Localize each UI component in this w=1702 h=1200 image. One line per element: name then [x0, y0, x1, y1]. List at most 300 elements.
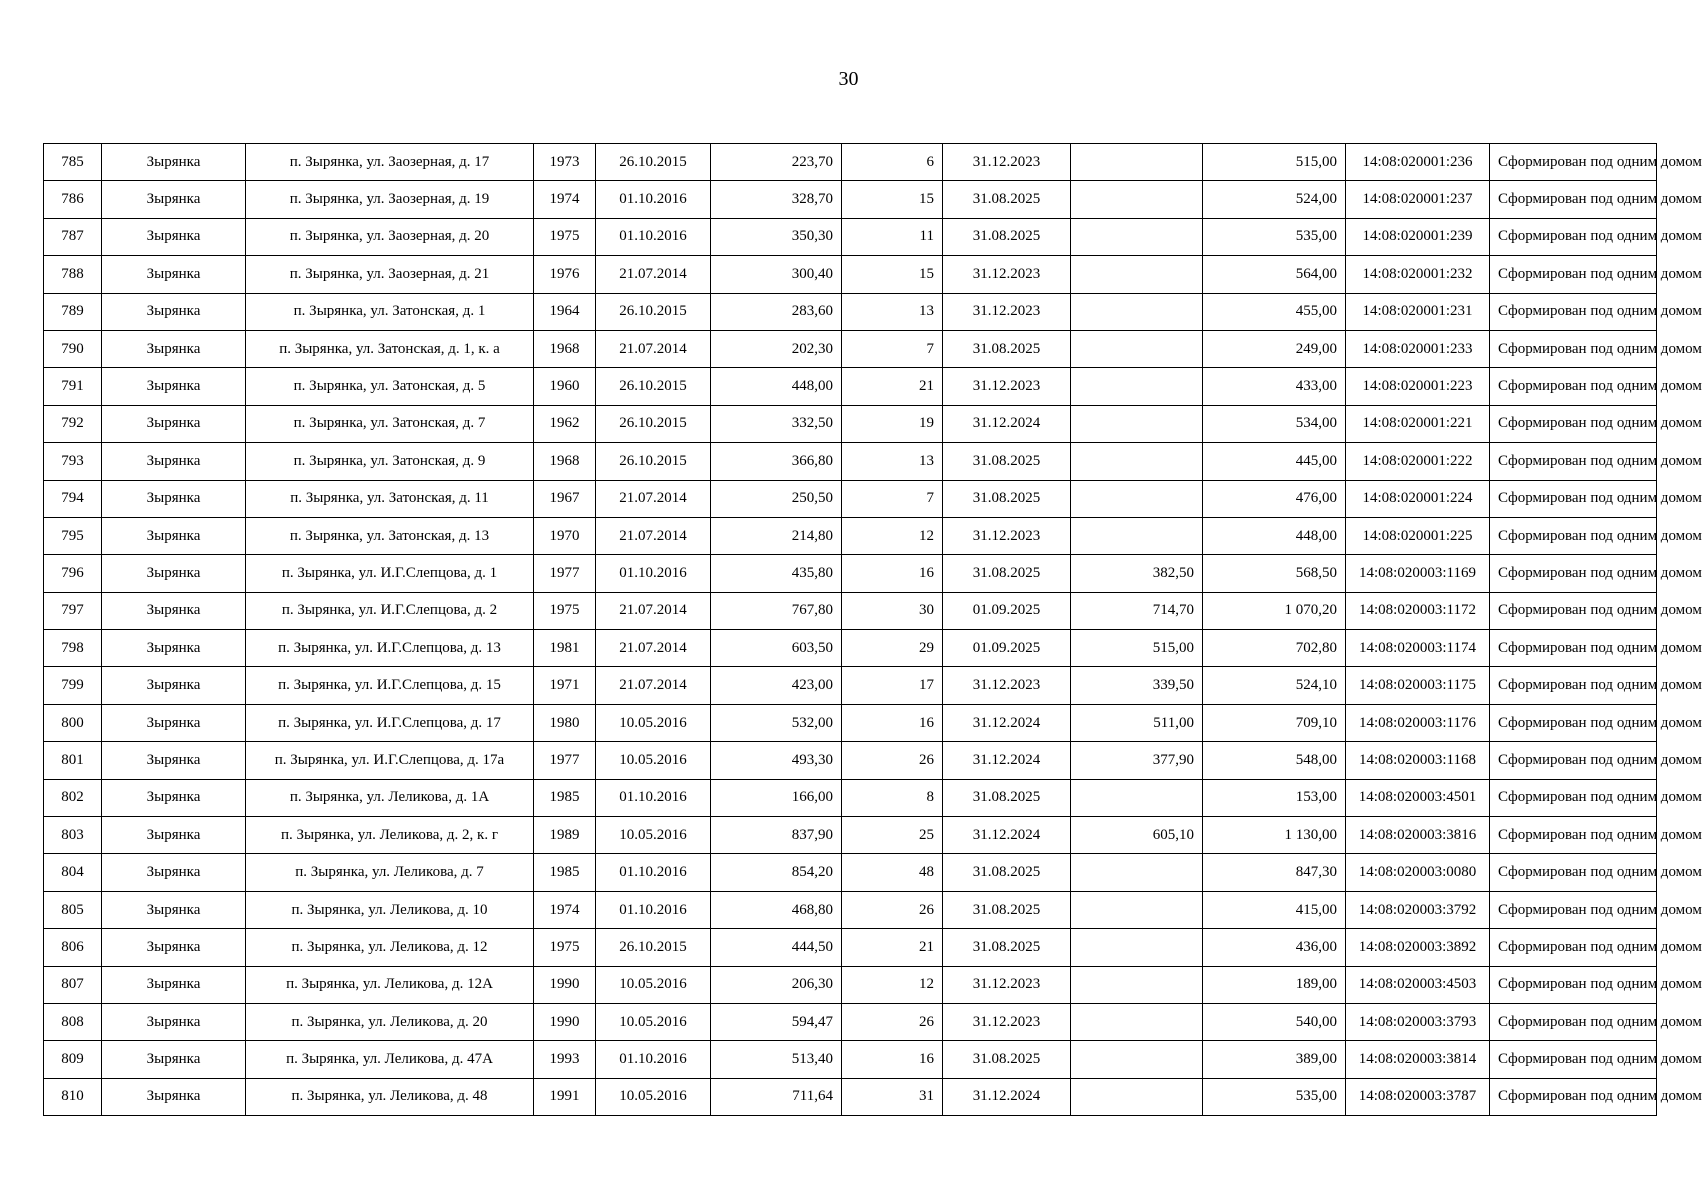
deadline-date-cell: 31.12.2024: [943, 1078, 1071, 1115]
table-row: [44, 854, 1657, 891]
area-cell: 300,40: [711, 256, 842, 293]
build-year-cell: 1976: [534, 256, 596, 293]
row-number-cell: 803: [44, 817, 102, 854]
build-year-cell: 1990: [534, 966, 596, 1003]
area-cell: 513,40: [711, 1041, 842, 1078]
living-area-cell: [1071, 891, 1203, 928]
area-cell: 603,50: [711, 630, 842, 667]
deadline-date-cell: 01.09.2025: [943, 630, 1071, 667]
land-area-cell: 568,50: [1203, 555, 1346, 592]
table-row: [44, 368, 1657, 405]
cadastral-number-cell: 14:08:020001:237: [1346, 181, 1490, 218]
status-cell: Сформирован под одним домом: [1490, 966, 1657, 1003]
address-cell: п. Зырянка, ул. Леликова, д. 1А: [246, 779, 534, 816]
land-area-cell: 515,00: [1203, 144, 1346, 181]
deadline-date-cell: 31.08.2025: [943, 181, 1071, 218]
land-area-cell: 1 070,20: [1203, 592, 1346, 629]
build-year-cell: 1964: [534, 293, 596, 330]
residents-cell: 29: [842, 630, 943, 667]
address-cell: п. Зырянка, ул. Затонская, д. 1, к. а: [246, 330, 534, 367]
build-year-cell: 1991: [534, 1078, 596, 1115]
settlement-cell: Зырянка: [102, 256, 246, 293]
address-cell: п. Зырянка, ул. Леликова, д. 12: [246, 929, 534, 966]
date-cell: 10.05.2016: [596, 1078, 711, 1115]
land-area-cell: 534,00: [1203, 405, 1346, 442]
area-cell: 468,80: [711, 891, 842, 928]
address-cell: п. Зырянка, ул. Заозерная, д. 21: [246, 256, 534, 293]
area-cell: 448,00: [711, 368, 842, 405]
living-area-cell: [1071, 368, 1203, 405]
cadastral-number-cell: 14:08:020003:4503: [1346, 966, 1490, 1003]
living-area-cell: [1071, 854, 1203, 891]
build-year-cell: 1968: [534, 443, 596, 480]
cadastral-number-cell: 14:08:020003:1175: [1346, 667, 1490, 704]
table-row: [44, 293, 1657, 330]
deadline-date-cell: 31.08.2025: [943, 1041, 1071, 1078]
build-year-cell: 1975: [534, 592, 596, 629]
date-cell: 26.10.2015: [596, 144, 711, 181]
row-number-cell: 785: [44, 144, 102, 181]
settlement-cell: Зырянка: [102, 517, 246, 554]
deadline-date-cell: 31.12.2023: [943, 1003, 1071, 1040]
settlement-cell: Зырянка: [102, 555, 246, 592]
row-number-cell: 795: [44, 517, 102, 554]
status-cell: Сформирован под одним домом: [1490, 667, 1657, 704]
settlement-cell: Зырянка: [102, 405, 246, 442]
row-number-cell: 787: [44, 218, 102, 255]
status-cell: Сформирован под одним домом: [1490, 480, 1657, 517]
table-row: [44, 630, 1657, 667]
address-cell: п. Зырянка, ул. Затонская, д. 7: [246, 405, 534, 442]
residents-cell: 26: [842, 1003, 943, 1040]
date-cell: 10.05.2016: [596, 817, 711, 854]
land-area-cell: 540,00: [1203, 1003, 1346, 1040]
residents-cell: 16: [842, 1041, 943, 1078]
area-cell: 854,20: [711, 854, 842, 891]
deadline-date-cell: 31.08.2025: [943, 330, 1071, 367]
land-area-cell: 535,00: [1203, 1078, 1346, 1115]
deadline-date-cell: 31.08.2025: [943, 929, 1071, 966]
build-year-cell: 1990: [534, 1003, 596, 1040]
land-area-cell: 709,10: [1203, 704, 1346, 741]
area-cell: 214,80: [711, 517, 842, 554]
cadastral-number-cell: 14:08:020003:3816: [1346, 817, 1490, 854]
area-cell: 166,00: [711, 779, 842, 816]
date-cell: 26.10.2015: [596, 368, 711, 405]
cadastral-number-cell: 14:08:020001:224: [1346, 480, 1490, 517]
residents-cell: 7: [842, 480, 943, 517]
settlement-cell: Зырянка: [102, 704, 246, 741]
area-cell: 206,30: [711, 966, 842, 1003]
cadastral-number-cell: 14:08:020003:3814: [1346, 1041, 1490, 1078]
living-area-cell: [1071, 966, 1203, 1003]
address-cell: п. Зырянка, ул. И.Г.Слепцова, д. 17: [246, 704, 534, 741]
cadastral-number-cell: 14:08:020003:1172: [1346, 592, 1490, 629]
settlement-cell: Зырянка: [102, 330, 246, 367]
address-cell: п. Зырянка, ул. Леликова, д. 20: [246, 1003, 534, 1040]
living-area-cell: [1071, 480, 1203, 517]
cadastral-number-cell: 14:08:020001:231: [1346, 293, 1490, 330]
status-cell: Сформирован под одним домом: [1490, 256, 1657, 293]
land-area-cell: 436,00: [1203, 929, 1346, 966]
land-area-cell: 564,00: [1203, 256, 1346, 293]
row-number-cell: 809: [44, 1041, 102, 1078]
build-year-cell: 1985: [534, 854, 596, 891]
date-cell: 21.07.2014: [596, 517, 711, 554]
build-year-cell: 1977: [534, 742, 596, 779]
cadastral-number-cell: 14:08:020001:221: [1346, 405, 1490, 442]
date-cell: 21.07.2014: [596, 330, 711, 367]
cadastral-number-cell: 14:08:020003:1169: [1346, 555, 1490, 592]
residents-cell: 8: [842, 779, 943, 816]
date-cell: 26.10.2015: [596, 929, 711, 966]
status-cell: Сформирован под одним домом: [1490, 704, 1657, 741]
deadline-date-cell: 31.08.2025: [943, 854, 1071, 891]
residents-cell: 19: [842, 405, 943, 442]
living-area-cell: [1071, 218, 1203, 255]
deadline-date-cell: 31.12.2023: [943, 368, 1071, 405]
build-year-cell: 1971: [534, 667, 596, 704]
cadastral-number-cell: 14:08:020001:236: [1346, 144, 1490, 181]
living-area-cell: 382,50: [1071, 555, 1203, 592]
status-cell: Сформирован под одним домом: [1490, 181, 1657, 218]
area-cell: 283,60: [711, 293, 842, 330]
residents-cell: 25: [842, 817, 943, 854]
cadastral-number-cell: 14:08:020003:3793: [1346, 1003, 1490, 1040]
address-cell: п. Зырянка, ул. Затонская, д. 11: [246, 480, 534, 517]
land-area-cell: 1 130,00: [1203, 817, 1346, 854]
housing-registry-table: [43, 143, 1702, 1116]
area-cell: 493,30: [711, 742, 842, 779]
status-cell: Сформирован под одним домом: [1490, 891, 1657, 928]
build-year-cell: 1968: [534, 330, 596, 367]
row-number-cell: 810: [44, 1078, 102, 1115]
build-year-cell: 1974: [534, 891, 596, 928]
residents-cell: 21: [842, 929, 943, 966]
land-area-cell: 535,00: [1203, 218, 1346, 255]
area-cell: 350,30: [711, 218, 842, 255]
date-cell: 01.10.2016: [596, 218, 711, 255]
address-cell: п. Зырянка, ул. Леликова, д. 47А: [246, 1041, 534, 1078]
settlement-cell: Зырянка: [102, 1078, 246, 1115]
address-cell: п. Зырянка, ул. Леликова, д. 48: [246, 1078, 534, 1115]
status-cell: Сформирован под одним домом: [1490, 555, 1657, 592]
living-area-cell: 605,10: [1071, 817, 1203, 854]
living-area-cell: [1071, 256, 1203, 293]
deadline-date-cell: 31.12.2023: [943, 966, 1071, 1003]
row-number-cell: 798: [44, 630, 102, 667]
address-cell: п. Зырянка, ул. Затонская, д. 13: [246, 517, 534, 554]
table-row: [44, 144, 1657, 181]
table-row: [44, 779, 1657, 816]
land-area-cell: 153,00: [1203, 779, 1346, 816]
deadline-date-cell: 31.12.2023: [943, 667, 1071, 704]
table-body: [44, 144, 1702, 1116]
land-area-cell: 448,00: [1203, 517, 1346, 554]
residents-cell: 17: [842, 667, 943, 704]
settlement-cell: Зырянка: [102, 667, 246, 704]
land-area-cell: 389,00: [1203, 1041, 1346, 1078]
settlement-cell: Зырянка: [102, 817, 246, 854]
deadline-date-cell: 31.12.2024: [943, 405, 1071, 442]
deadline-date-cell: 31.08.2025: [943, 443, 1071, 480]
row-number-cell: 792: [44, 405, 102, 442]
date-cell: 21.07.2014: [596, 667, 711, 704]
status-cell: Сформирован под одним домом: [1490, 630, 1657, 667]
living-area-cell: [1071, 1041, 1203, 1078]
row-number-cell: 805: [44, 891, 102, 928]
table-row: [44, 443, 1657, 480]
table-row: [44, 966, 1657, 1003]
deadline-date-cell: 31.12.2023: [943, 144, 1071, 181]
deadline-date-cell: 31.08.2025: [943, 555, 1071, 592]
date-cell: 10.05.2016: [596, 704, 711, 741]
table-row: [44, 667, 1657, 704]
table-row: [44, 817, 1657, 854]
row-number-cell: 801: [44, 742, 102, 779]
settlement-cell: Зырянка: [102, 854, 246, 891]
residents-cell: 13: [842, 443, 943, 480]
build-year-cell: 1993: [534, 1041, 596, 1078]
table-row: [44, 218, 1657, 255]
row-number-cell: 794: [44, 480, 102, 517]
status-cell: Сформирован под одним домом: [1490, 742, 1657, 779]
residents-cell: 26: [842, 742, 943, 779]
status-cell: Сформирован под одним домом: [1490, 854, 1657, 891]
settlement-cell: Зырянка: [102, 218, 246, 255]
area-cell: 223,70: [711, 144, 842, 181]
status-cell: Сформирован под одним домом: [1490, 1078, 1657, 1115]
area-cell: 767,80: [711, 592, 842, 629]
date-cell: 26.10.2015: [596, 405, 711, 442]
area-cell: 202,30: [711, 330, 842, 367]
table-row: [44, 181, 1657, 218]
living-area-cell: 714,70: [1071, 592, 1203, 629]
table-row: [44, 1003, 1657, 1040]
date-cell: 01.10.2016: [596, 555, 711, 592]
address-cell: п. Зырянка, ул. Затонская, д. 5: [246, 368, 534, 405]
land-area-cell: 476,00: [1203, 480, 1346, 517]
residents-cell: 48: [842, 854, 943, 891]
living-area-cell: [1071, 929, 1203, 966]
cadastral-number-cell: 14:08:020003:0080: [1346, 854, 1490, 891]
settlement-cell: Зырянка: [102, 1041, 246, 1078]
settlement-cell: Зырянка: [102, 630, 246, 667]
deadline-date-cell: 31.12.2023: [943, 517, 1071, 554]
cadastral-number-cell: 14:08:020001:223: [1346, 368, 1490, 405]
cadastral-number-cell: 14:08:020003:1176: [1346, 704, 1490, 741]
status-cell: Сформирован под одним домом: [1490, 517, 1657, 554]
row-number-cell: 791: [44, 368, 102, 405]
area-cell: 366,80: [711, 443, 842, 480]
land-area-cell: 548,00: [1203, 742, 1346, 779]
living-area-cell: [1071, 181, 1203, 218]
living-area-cell: 515,00: [1071, 630, 1203, 667]
settlement-cell: Зырянка: [102, 181, 246, 218]
status-cell: Сформирован под одним домом: [1490, 293, 1657, 330]
residents-cell: 16: [842, 555, 943, 592]
cadastral-number-cell: 14:08:020003:1168: [1346, 742, 1490, 779]
table-row: [44, 555, 1657, 592]
land-area-cell: 524,10: [1203, 667, 1346, 704]
status-cell: Сформирован под одним домом: [1490, 218, 1657, 255]
address-cell: п. Зырянка, ул. Затонская, д. 9: [246, 443, 534, 480]
area-cell: 532,00: [711, 704, 842, 741]
settlement-cell: Зырянка: [102, 929, 246, 966]
row-number-cell: 808: [44, 1003, 102, 1040]
row-number-cell: 796: [44, 555, 102, 592]
date-cell: 21.07.2014: [596, 630, 711, 667]
settlement-cell: Зырянка: [102, 480, 246, 517]
residents-cell: 13: [842, 293, 943, 330]
deadline-date-cell: 31.12.2024: [943, 817, 1071, 854]
living-area-cell: [1071, 330, 1203, 367]
residents-cell: 15: [842, 256, 943, 293]
status-cell: Сформирован под одним домом: [1490, 592, 1657, 629]
land-area-cell: 702,80: [1203, 630, 1346, 667]
area-cell: 423,00: [711, 667, 842, 704]
area-cell: 711,64: [711, 1078, 842, 1115]
row-number-cell: 800: [44, 704, 102, 741]
address-cell: п. Зырянка, ул. Заозерная, д. 19: [246, 181, 534, 218]
settlement-cell: Зырянка: [102, 1003, 246, 1040]
date-cell: 01.10.2016: [596, 779, 711, 816]
row-number-cell: 802: [44, 779, 102, 816]
date-cell: 10.05.2016: [596, 742, 711, 779]
address-cell: п. Зырянка, ул. Леликова, д. 2, к. г: [246, 817, 534, 854]
date-cell: 21.07.2014: [596, 592, 711, 629]
table-row: [44, 405, 1657, 442]
status-cell: Сформирован под одним домом: [1490, 929, 1657, 966]
settlement-cell: Зырянка: [102, 891, 246, 928]
status-cell: Сформирован под одним домом: [1490, 1041, 1657, 1078]
living-area-cell: [1071, 1003, 1203, 1040]
date-cell: 01.10.2016: [596, 891, 711, 928]
table-row: [44, 742, 1657, 779]
table-row: [44, 891, 1657, 928]
cadastral-number-cell: 14:08:020001:222: [1346, 443, 1490, 480]
residents-cell: 12: [842, 966, 943, 1003]
row-number-cell: 797: [44, 592, 102, 629]
cadastral-number-cell: 14:08:020003:3787: [1346, 1078, 1490, 1115]
deadline-date-cell: 31.08.2025: [943, 218, 1071, 255]
status-cell: Сформирован под одним домом: [1490, 405, 1657, 442]
status-cell: Сформирован под одним домом: [1490, 144, 1657, 181]
cadastral-number-cell: 14:08:020001:233: [1346, 330, 1490, 367]
row-number-cell: 786: [44, 181, 102, 218]
date-cell: 21.07.2014: [596, 480, 711, 517]
area-cell: 594,47: [711, 1003, 842, 1040]
cadastral-number-cell: 14:08:020003:3892: [1346, 929, 1490, 966]
living-area-cell: 339,50: [1071, 667, 1203, 704]
settlement-cell: Зырянка: [102, 779, 246, 816]
deadline-date-cell: 31.12.2023: [943, 293, 1071, 330]
build-year-cell: 1974: [534, 181, 596, 218]
residents-cell: 7: [842, 330, 943, 367]
address-cell: п. Зырянка, ул. Заозерная, д. 20: [246, 218, 534, 255]
address-cell: п. Зырянка, ул. Затонская, д. 1: [246, 293, 534, 330]
residents-cell: 30: [842, 592, 943, 629]
date-cell: 01.10.2016: [596, 1041, 711, 1078]
living-area-cell: [1071, 517, 1203, 554]
row-number-cell: 799: [44, 667, 102, 704]
living-area-cell: [1071, 443, 1203, 480]
deadline-date-cell: 31.08.2025: [943, 779, 1071, 816]
build-year-cell: 1985: [534, 779, 596, 816]
area-cell: 332,50: [711, 405, 842, 442]
deadline-date-cell: 31.12.2024: [943, 742, 1071, 779]
address-cell: п. Зырянка, ул. Леликова, д. 10: [246, 891, 534, 928]
row-number-cell: 806: [44, 929, 102, 966]
living-area-cell: [1071, 1078, 1203, 1115]
table-row: [44, 704, 1657, 741]
area-cell: 435,80: [711, 555, 842, 592]
address-cell: п. Зырянка, ул. И.Г.Слепцова, д. 15: [246, 667, 534, 704]
status-cell: Сформирован под одним домом: [1490, 1003, 1657, 1040]
date-cell: 21.07.2014: [596, 256, 711, 293]
date-cell: 01.10.2016: [596, 854, 711, 891]
table-row: [44, 929, 1657, 966]
cadastral-number-cell: 14:08:020001:232: [1346, 256, 1490, 293]
area-cell: 444,50: [711, 929, 842, 966]
residents-cell: 26: [842, 891, 943, 928]
date-cell: 26.10.2015: [596, 293, 711, 330]
land-area-cell: 433,00: [1203, 368, 1346, 405]
table-row: [44, 480, 1657, 517]
row-number-cell: 790: [44, 330, 102, 367]
settlement-cell: Зырянка: [102, 368, 246, 405]
residents-cell: 21: [842, 368, 943, 405]
living-area-cell: 377,90: [1071, 742, 1203, 779]
build-year-cell: 1970: [534, 517, 596, 554]
row-number-cell: 789: [44, 293, 102, 330]
deadline-date-cell: 01.09.2025: [943, 592, 1071, 629]
land-area-cell: 847,30: [1203, 854, 1346, 891]
residents-cell: 31: [842, 1078, 943, 1115]
build-year-cell: 1973: [534, 144, 596, 181]
table-row: [44, 330, 1657, 367]
status-cell: Сформирован под одним домом: [1490, 779, 1657, 816]
page-number: 30: [838, 68, 859, 90]
residents-cell: 16: [842, 704, 943, 741]
status-cell: Сформирован под одним домом: [1490, 368, 1657, 405]
cadastral-number-cell: 14:08:020001:225: [1346, 517, 1490, 554]
row-number-cell: 804: [44, 854, 102, 891]
settlement-cell: Зырянка: [102, 443, 246, 480]
living-area-cell: [1071, 779, 1203, 816]
land-area-cell: 455,00: [1203, 293, 1346, 330]
land-area-cell: 249,00: [1203, 330, 1346, 367]
date-cell: 10.05.2016: [596, 966, 711, 1003]
deadline-date-cell: 31.12.2023: [943, 256, 1071, 293]
area-cell: 250,50: [711, 480, 842, 517]
build-year-cell: 1975: [534, 218, 596, 255]
settlement-cell: Зырянка: [102, 742, 246, 779]
status-cell: Сформирован под одним домом: [1490, 817, 1657, 854]
build-year-cell: 1967: [534, 480, 596, 517]
living-area-cell: [1071, 293, 1203, 330]
address-cell: п. Зырянка, ул. И.Г.Слепцова, д. 17а: [246, 742, 534, 779]
address-cell: п. Зырянка, ул. И.Г.Слепцова, д. 13: [246, 630, 534, 667]
table-row: [44, 1041, 1657, 1078]
address-cell: п. Зырянка, ул. Заозерная, д. 17: [246, 144, 534, 181]
settlement-cell: Зырянка: [102, 293, 246, 330]
cadastral-number-cell: 14:08:020003:3792: [1346, 891, 1490, 928]
date-cell: 10.05.2016: [596, 1003, 711, 1040]
cadastral-number-cell: 14:08:020003:1174: [1346, 630, 1490, 667]
build-year-cell: 1962: [534, 405, 596, 442]
status-cell: Сформирован под одним домом: [1490, 443, 1657, 480]
